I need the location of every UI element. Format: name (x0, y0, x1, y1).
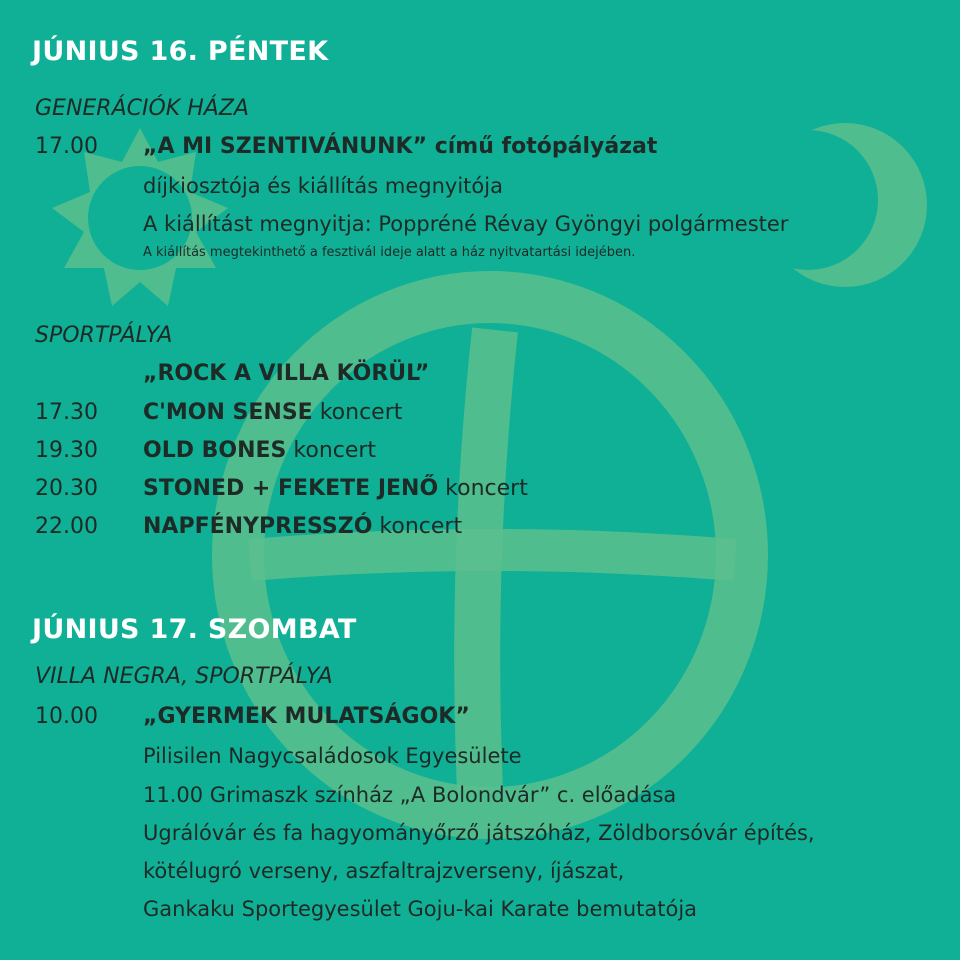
event-detail: 11.00 Grimaszk színház „A Bolondvár” c. előadása (143, 783, 677, 807)
concert-suffix: koncert (312, 400, 403, 425)
event-time: 17.00 (35, 134, 98, 159)
concert-item (143, 514, 462, 539)
concert-suffix: koncert (438, 476, 528, 501)
event-title: „A MI SZENTIVÁNUNK” című fotópályázat (143, 134, 658, 159)
concert-time: 19.30 (35, 438, 98, 463)
concert-time: 22.00 (35, 514, 98, 539)
event-detail: Gankaku Sportegyesület Goju-kai Karate bemutatója (143, 897, 698, 921)
event-description: díjkiosztója és kiállítás megnyitója (143, 174, 503, 198)
event-title: „ROCK A VILLA KÖRÜL” (143, 361, 430, 386)
day-heading-june-16: JÚNIUS 16. PÉNTEK (32, 36, 329, 67)
venue-name: VILLA NEGRA, SPORTPÁLYA (35, 664, 333, 689)
band-name: NAPFÉNYPRESSZÓ (143, 514, 373, 539)
event-detail: Pilisilen Nagycsaládosok Egyesülete (143, 744, 522, 768)
concert-item (143, 476, 528, 501)
day-heading-june-17: JÚNIUS 17. SZOMBAT (32, 614, 357, 645)
concert-suffix: koncert (286, 438, 377, 463)
event-time: 10.00 (35, 704, 98, 729)
venue-name: GENERÁCIÓK HÁZA (35, 96, 249, 121)
concert-time: 20.30 (35, 476, 98, 501)
concert-item (143, 438, 376, 463)
concert-item (143, 400, 402, 425)
event-opener: A kiállítást megnyitja: Poppréné Révay Gyöngyi polgármester (143, 212, 789, 236)
event-title: „GYERMEK MULATSÁGOK” (143, 704, 470, 729)
event-note: A kiállítás megtekinthető a fesztivál ideje alatt a ház nyitvatartási idejében. (143, 245, 636, 260)
event-detail: Ugrálóvár és fa hagyományőrző játszóház, Zöldborsóvár építés, (143, 821, 815, 845)
concert-time: 17.30 (35, 400, 98, 425)
venue-name: SPORTPÁLYA (35, 323, 173, 348)
event-detail: kötélugró verseny, aszfaltrajzverseny, íjászat, (143, 859, 625, 883)
band-name: STONED + FEKETE JENŐ (143, 476, 439, 501)
band-name: C'MON SENSE (143, 400, 313, 425)
band-name: OLD BONES (143, 438, 287, 463)
concert-suffix: koncert (372, 514, 463, 539)
